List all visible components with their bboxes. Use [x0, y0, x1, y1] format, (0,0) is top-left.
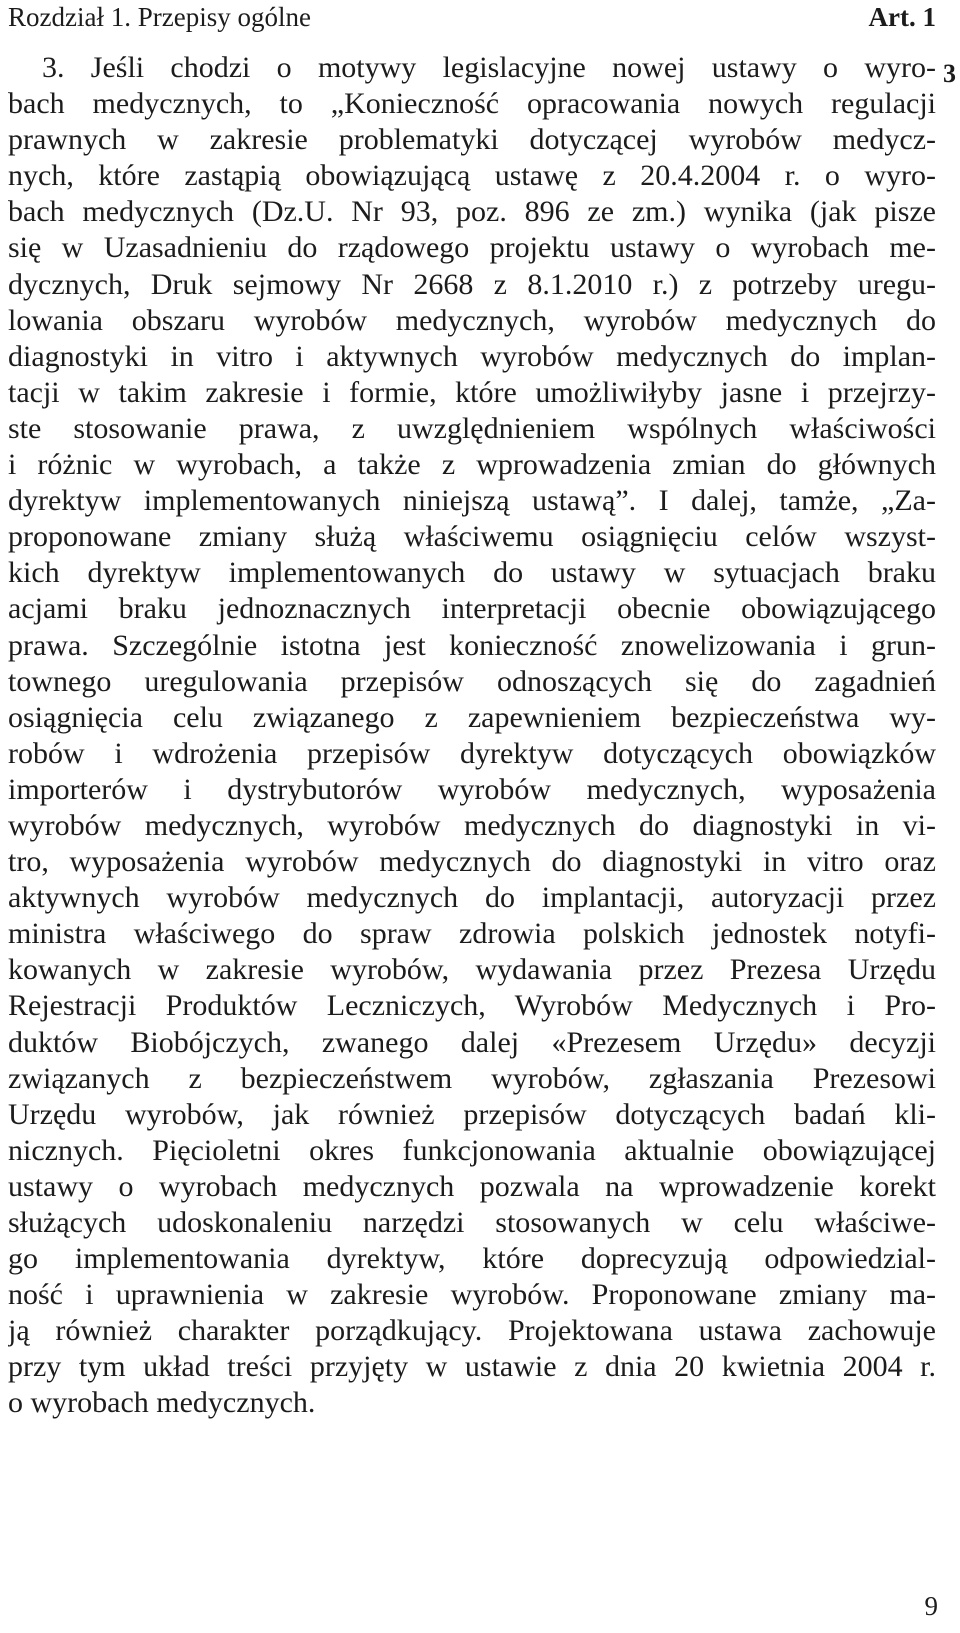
text-line: diagnostyki in vitro i aktywnych wyrobów medycznych do implan-: [8, 339, 936, 373]
text-line: dyrektyw implementowanych niniejszą ustawą”. I dalej, tamże, „Za-: [8, 484, 936, 518]
margin-number: 3: [943, 59, 956, 88]
page-number: 9: [924, 1591, 938, 1621]
text-line: wyrobów medycznych, wyrobów medycznych do diagnostyki in vi-: [8, 808, 936, 842]
text-line: Urzędu wyrobów, jak również przepisów dotyczących badań kli-: [8, 1097, 936, 1131]
text-line: go implementowania dyrektyw, które doprecyzują odpowiedzial-: [8, 1242, 936, 1276]
text-line: prawa. Szczególnie istotna jest konieczność znowelizowania i grun-: [8, 628, 936, 662]
text-line: nicznych. Pięcioletni okres funkcjonowania aktualnie obowiązującej: [8, 1133, 936, 1167]
text-line: aktywnych wyrobów medycznych do implantacji, autoryzacji przez: [8, 881, 936, 915]
text-line: Rejestracji Produktów Leczniczych, Wyrobów Medycznych i Pro-: [8, 989, 936, 1023]
text-line: bach medycznych (Dz.U. Nr 93, poz. 896 ze zm.) wynika (jak pisze: [8, 195, 936, 229]
text-line: ność i uprawnienia w zakresie wyrobów. Proponowane zmiany ma-: [8, 1278, 936, 1312]
running-head: [8, 0, 936, 40]
text-line: importerów i dystrybutorów wyrobów medycznych, wyposażenia: [8, 772, 936, 806]
text-line: przy tym układ treści przyjęty w ustawie z dnia 20 kwietnia 2004 r.: [8, 1350, 936, 1384]
text-line: duktów Biobójczych, zwanego dalej «Prezesem Urzędu» decyzji: [8, 1025, 936, 1059]
paragraph-3: [8, 50, 936, 1422]
text-line: kowanych w zakresie wyrobów, wydawania przez Prezesa Urzędu: [8, 953, 936, 987]
text-line: tro, wyposażenia wyrobów medycznych do diagnostyki in vitro oraz: [8, 845, 936, 879]
text-line: kich dyrektyw implementowanych do ustawy w sytuacjach braku: [8, 556, 936, 590]
text-line: 3. Jeśli chodzi o motywy legislacyjne nowej ustawy o wyro-: [42, 51, 936, 84]
text-line: ministra właściwego do spraw zdrowia polskich jednostek notyfi-: [8, 917, 936, 951]
text-line: osiągnięcia celu związanego z zapewnieniem bezpieczeństwa wy-: [8, 700, 936, 734]
text-line: ustawy o wyrobach medycznych pozwala na wprowadzenie korekt: [8, 1169, 936, 1203]
text-line: ste stosowanie prawa, z uwzględnieniem wspólnych właściwości: [8, 411, 936, 445]
text-line: służących udoskonaleniu narzędzi stosowanych w celu właściwe-: [8, 1206, 936, 1239]
text-line: ją również charakter porządkujący. Projektowana ustawa zachowuje: [8, 1314, 936, 1348]
text-line: proponowane zmiany służą właściwemu osiągnięciu celów wszyst-: [8, 520, 936, 554]
chapter-title: Rozdział 1. Przepisy ogólne: [8, 2, 311, 32]
text-line: acjami braku jednoznacznych interpretacji obecnie obowiązującego: [8, 592, 936, 626]
text-line: robów i wdrożenia przepisów dyrektyw dotyczących obowiązków: [8, 736, 936, 770]
text-line: o wyrobach medycznych.: [8, 1386, 316, 1420]
text-line: się w Uzasadnieniu do rządowego projektu ustawy o wyrobach me-: [8, 231, 936, 265]
text-line: dycznych, Druk sejmowy Nr 2668 z 8.1.2010 r.) z potrzeby uregu-: [8, 267, 936, 301]
text-line: lowania obszaru wyrobów medycznych, wyrobów medycznych do: [8, 303, 936, 337]
text-line: związanych z bezpieczeństwem wyrobów, zgłaszania Prezesowi: [8, 1061, 936, 1095]
text-line: tacji w takim zakresie i formie, które umożliwiłyby jasne i przejrzy-: [8, 375, 936, 409]
article-number: Art. 1: [868, 2, 936, 32]
text-line: i różnic w wyrobach, a także z wprowadzenia zmian do głównych: [8, 448, 936, 482]
text-line: bach medycznych, to „Konieczność opracowania nowych regulacji: [8, 87, 936, 121]
text-line: prawnych w zakresie problematyki dotyczącej wyrobów medycz-: [8, 123, 936, 157]
text-line: nych, które zastąpią obowiązującą ustawę z 20.4.2004 r. o wyro-: [8, 159, 936, 193]
text-line: townego uregulowania przepisów odnoszących się do zagadnień: [8, 664, 936, 698]
